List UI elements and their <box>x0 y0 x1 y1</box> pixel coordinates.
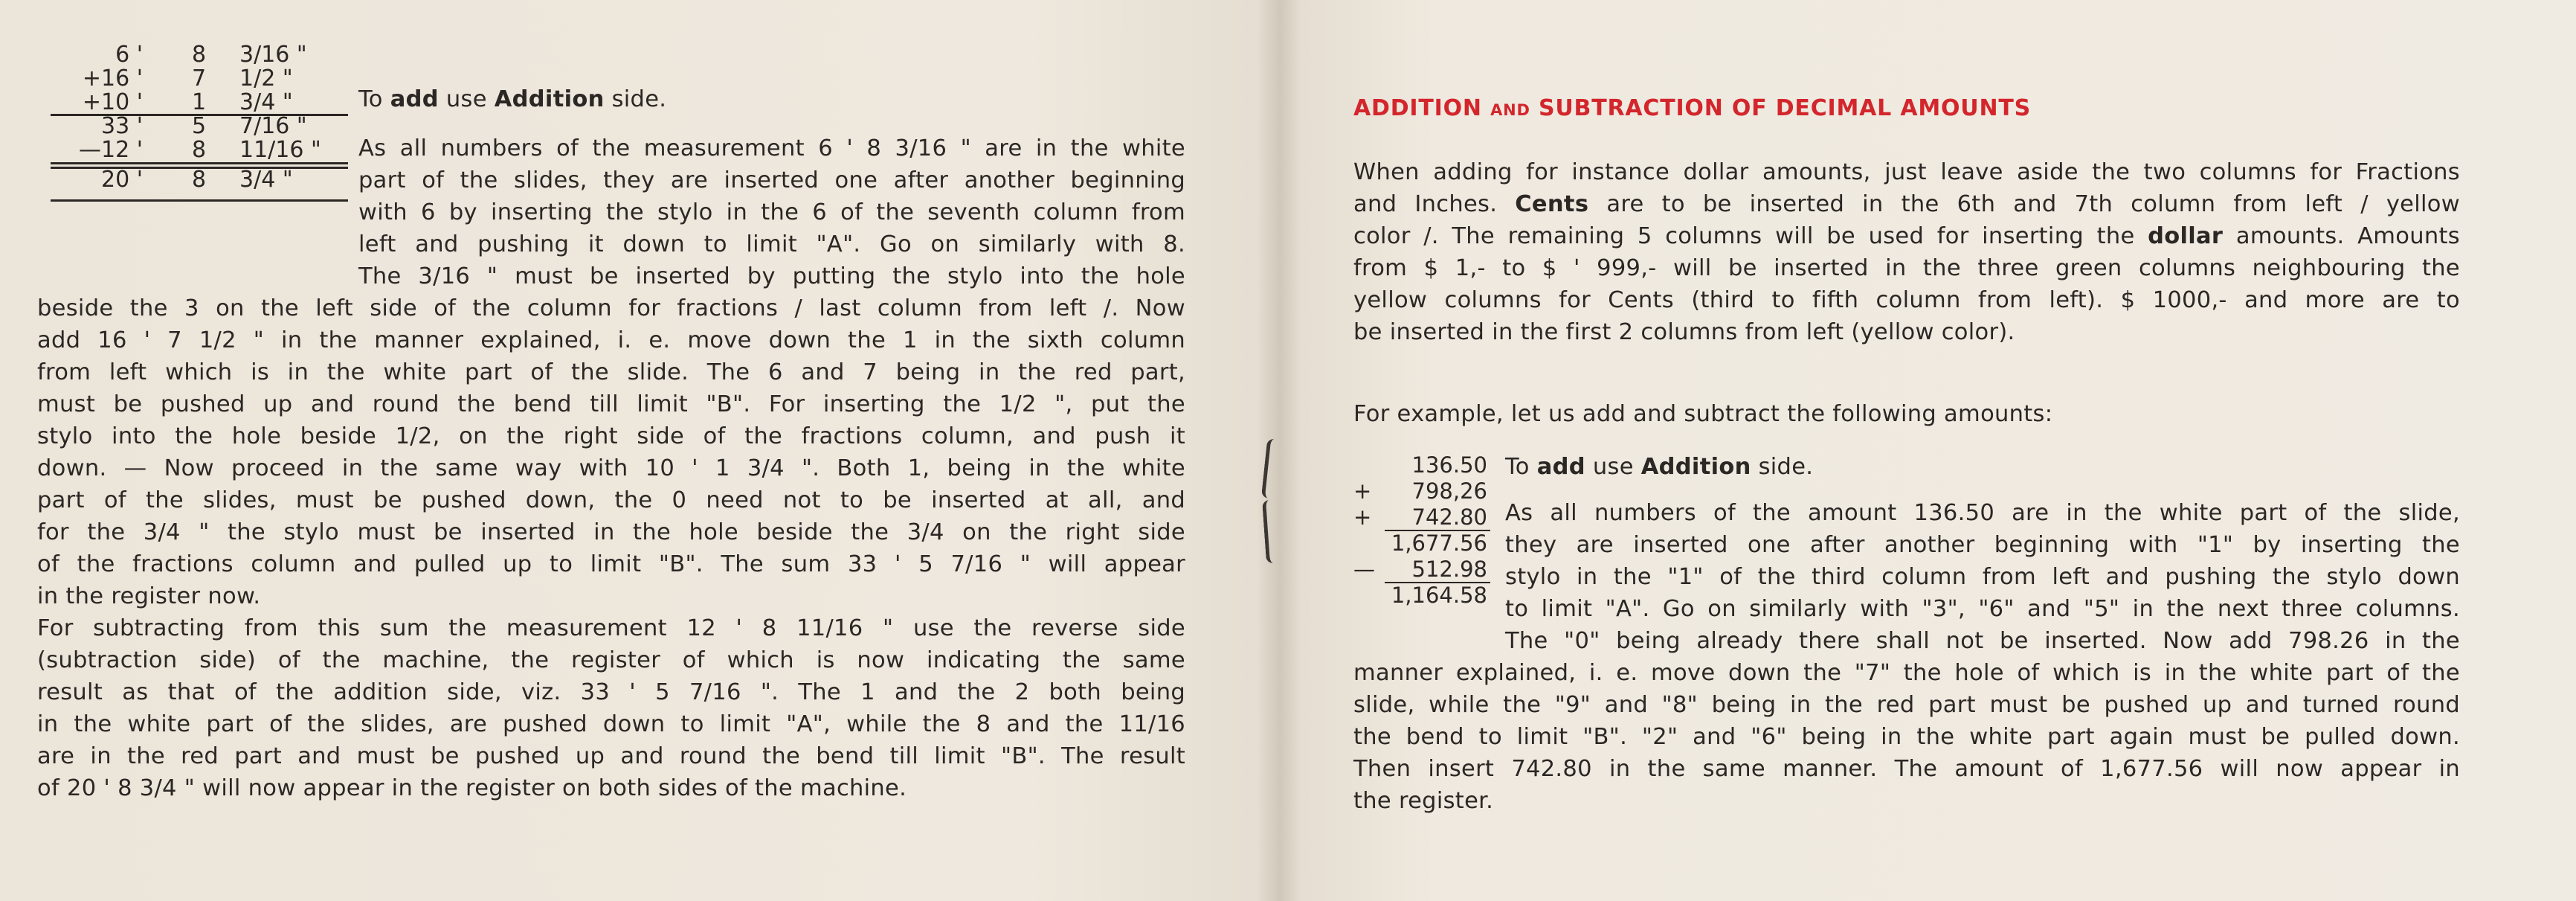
text-line: from $ 1,- to $ ' 999,- will be inserted in the three green columns neighbouring the <box>1353 255 2460 281</box>
text-line: down. — Now proceed in the same way with 10 ' 1 3/4 ". Both 1, being in the white <box>37 455 1185 481</box>
text-line: from left which is in the white part of the slide. The 6 and 7 being in the red part, <box>37 359 1185 385</box>
calc-row: 6 ' 8 3/16 " <box>115 42 307 68</box>
right-intro-steps <box>1505 497 2460 625</box>
text-line: beside the 3 on the left side of the column for fractions / last column from left /. Now <box>37 295 1185 321</box>
left-main-paragraph <box>37 292 1185 804</box>
left-intro-paragraph <box>358 132 1185 292</box>
text-line: left and pushing it down to limit "A". Go on similarly with 8. <box>358 231 1185 257</box>
text-line: As all numbers of the amount 136.50 are in the white part of the slide, <box>1505 500 2460 526</box>
text-line: (subtraction side) of the machine, the register of which is now indicating the same <box>37 647 1185 673</box>
calc-row: + 742.80 <box>1353 504 1487 530</box>
result-rule <box>51 162 348 164</box>
calc-row: 20 ' 8 3/4 " <box>101 167 293 193</box>
text-line: part of the slides, they are inserted one after another beginning <box>358 167 1185 193</box>
text-line: with 6 by inserting the stylo in the 6 of the seventh column from <box>358 199 1185 225</box>
text-line: for the 3/4 " the stylo must be inserted in the hole beside the 3/4 on the right side <box>37 519 1185 545</box>
calc-row: +16 ' 7 1/2 " <box>82 65 293 92</box>
text-line: to limit "A". Go on similarly with "3", "6" and "5" in the next three columns. <box>1505 596 2460 622</box>
measurement-calculation <box>30 43 342 192</box>
calc-row: — 512.98 <box>1353 557 1487 582</box>
result-underline <box>51 199 348 202</box>
text-line: result as that of the addition side, viz. 33 ' 5 7/16 ". The 1 and the 2 both being <box>37 679 1185 705</box>
text-line: color /. The remaining 5 columns will be used for inserting the dollar amounts. Amounts <box>1353 223 2460 249</box>
text-line: be inserted in the first 2 columns from left (yellow color). <box>1353 319 2015 345</box>
text-line: stylo into the hole beside 1/2, on the right side of the fractions column, and push it <box>37 423 1185 449</box>
text-line: of the fractions column and pulled up to limit "B". The sum 33 ' 5 7/16 " will appear <box>37 551 1185 577</box>
text-line: in the white part of the slides, are pushed down to limit "A", while the 8 and the 11/16 <box>37 711 1185 737</box>
page-heading: ADDITION and SUBTRACTION OF DECIMAL AMOUNTS <box>1353 95 2032 121</box>
calc-row: 1,164.58 <box>1391 583 1487 608</box>
text-line: For subtracting from this sum the measurement 12 ' 8 11/16 " use the reverse side <box>37 615 1185 641</box>
text-line: the bend to limit "B". "2" and "6" being in the white part again must be pulled down. <box>1353 724 2460 750</box>
text-line: stylo in the "1" of the third column from left and pushing the stylo down <box>1505 564 2460 590</box>
right-main-paragraph <box>1353 657 2460 817</box>
calc-row: —12 ' 8 11/16 " <box>79 137 321 163</box>
text-line: and Inches. Cents are to be inserted in the 6th and 7th column from left / yellow <box>1353 191 2460 217</box>
left-instruction: To add use Addition side. <box>358 86 667 112</box>
example-intro: For example, let us add and subtract the following amounts: <box>1353 401 2053 427</box>
text-line: add 16 ' 7 1/2 " in the manner explained, i. e. move down the 1 in the sixth column <box>37 327 1185 353</box>
calc-row: + 798,26 <box>1353 478 1487 504</box>
text-line: yellow columns for Cents (third to fifth column from left). $ 1000,- and more are to <box>1353 287 2460 313</box>
right-instruction: To add use Addition side. <box>1505 454 1814 480</box>
text-line: The 3/16 " must be inserted by putting the stylo into the hole <box>358 263 1185 289</box>
text-line: they are inserted one after another beginning with "1" by inserting the <box>1505 532 2460 558</box>
text-line: the register. <box>1353 788 1494 814</box>
text-line: slide, while the "9" and "8" being in the red part must be pushed up and turned round <box>1353 692 2460 718</box>
text-line: The "0" being already there shall not be inserted. Now add 798.26 in the <box>1505 628 2460 654</box>
right-step-line <box>1505 625 2460 657</box>
calc-row: 136.50 <box>1411 452 1487 478</box>
text-line: must be pushed up and round the bend till limit "B". For inserting the 1/2 ", put the <box>37 391 1185 417</box>
text-line: As all numbers of the measurement 6 ' 8 3/16 " are in the white <box>358 135 1185 161</box>
text-line: manner explained, i. e. move down the "7" the hole of which is in the white part of the <box>1353 660 2460 686</box>
calc-row: 1,677.56 <box>1391 530 1487 556</box>
calc-row: +10 ' 1 3/4 " <box>82 89 293 115</box>
text-line: of 20 ' 8 3/4 " will now appear in the register on both sides of the machine. <box>37 775 907 801</box>
calc-row: 33 ' 5 7/16 " <box>101 113 307 139</box>
right-intro-paragraph <box>1353 156 2460 348</box>
decimal-calculation <box>1353 452 1487 609</box>
text-line: When adding for instance dollar amounts, just leave aside the two columns for Fractions <box>1353 159 2460 185</box>
text-line: Then insert 742.80 in the same manner. The amount of 1,677.56 will now appear in <box>1353 756 2460 782</box>
text-line: in the register now. <box>37 583 261 609</box>
text-line: part of the slides, must be pushed down, the 0 need not to be inserted at all, and <box>37 487 1185 513</box>
text-line: are in the red part and must be pushed up and round the bend till limit "B". The result <box>37 743 1185 769</box>
